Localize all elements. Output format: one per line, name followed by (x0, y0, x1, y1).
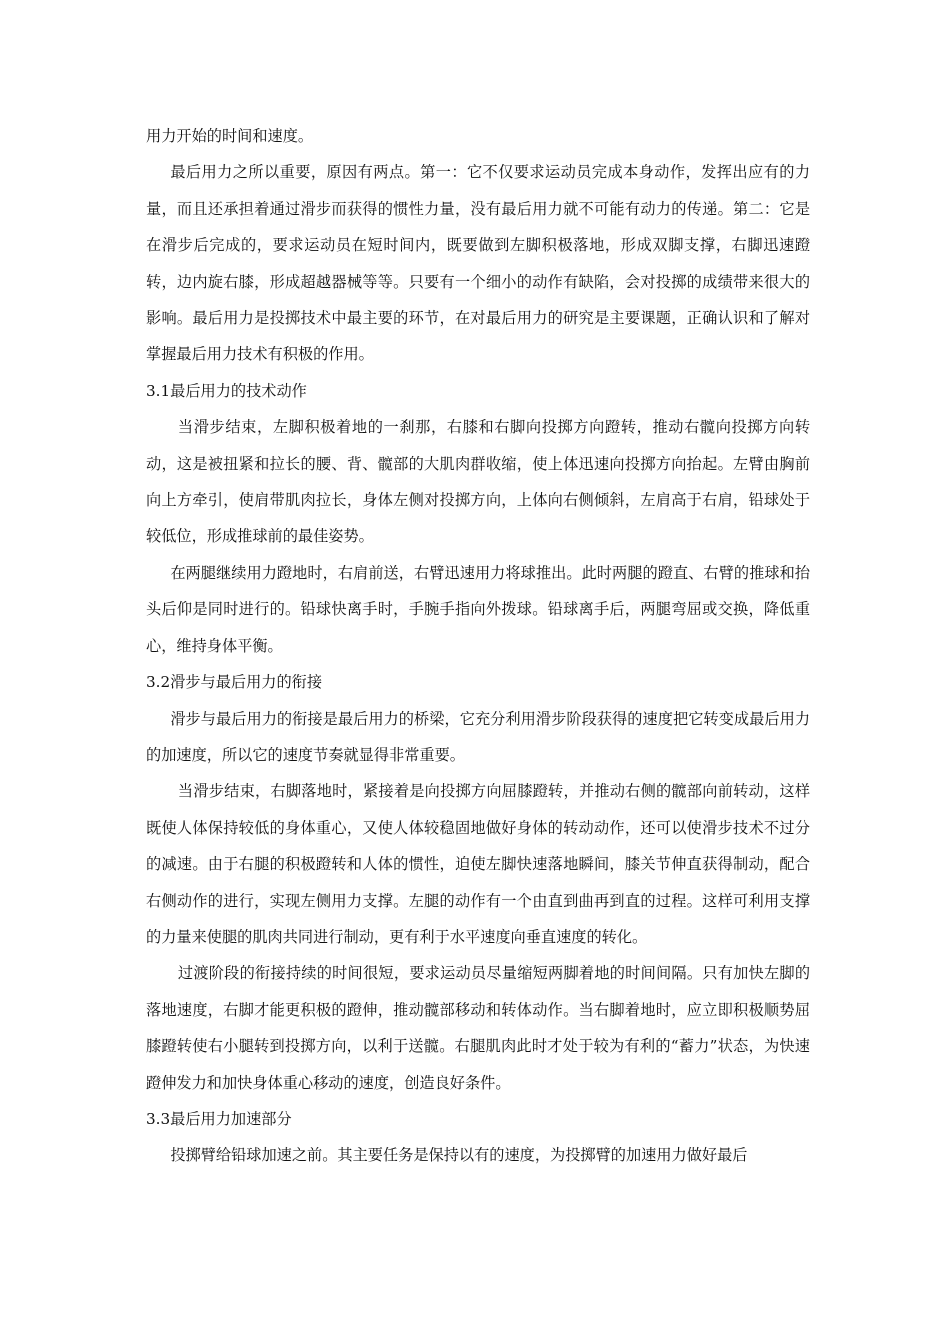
section-heading-3-2: 3.2滑步与最后用力的衔接 (146, 673, 323, 692)
paragraph-technique-action: 当滑步结束，左脚积极着地的一刹那，右膝和右脚向投掷方向蹬转，推动右髋向投掷方向转动，这是被扭紧和拉长的腰、背、髋部的大肌肉群收缩，使上体迅速向投掷方向抬起。左臂由胸前向上方牵引，使肩带肌肉拉长，身体左侧对投掷方向，上体向右侧倾斜，左肩高于右肩，铅球处于较低位，形成推球前的最佳姿势。 (146, 418, 810, 546)
paragraph-bridge: 滑步与最后用力的衔接是最后用力的桥梁，它充分利用滑步阶段获得的速度把它转变成最后用力的加速度，所以它的速度节奏就显得非常重要。 (146, 709, 810, 764)
paragraph-push-out: 在两腿继续用力蹬地时，右肩前送，右臂迅速用力将球推出。此时两腿的蹬直、右臂的推球和抬头后仰是同时进行的。铅球快离手时，手腕手指向外拨球。铅球离手后，两腿弯屈或交换，降低重心，维持身体平衡。 (146, 563, 810, 655)
document-body (146, 118, 810, 1174)
paragraph-continued: 用力开始的时间和速度。 (146, 127, 314, 145)
paragraph-importance: 最后用力之所以重要，原因有两点。第一：它不仅要求运动员完成本身动作，发挥出应有的力量，而且还承担着通过滑步而获得的惯性力量，没有最后用力就不可能有动力的传递。第二：它是在滑步后完成的，要求运动员在短时间内，既要做到左脚积极落地，形成双脚支撑，右脚迅速蹬转，边内旋右膝，形成超越器械等等。只要有一个细小的动作有缺陷，会对投掷的成绩带来很大的影响。最后用力是投掷技术中最主要的环节，在对最后用力的研究是主要课题，正确认识和了解对掌握最后用力技术有积极的作用。 (146, 163, 810, 364)
paragraph-acceleration: 投掷臂给铅球加速之前。其主要任务是保持以有的速度，为投掷臂的加速用力做好最后 (170, 1146, 748, 1165)
section-heading-3-3: 3.3最后用力加速部分 (146, 1109, 292, 1128)
paragraph-right-foot-landing: 当滑步结束，右脚落地时，紧接着是向投掷方向屈膝蹬转，并推动右侧的髋部向前转动，这样既使人体保持较低的身体重心，又使人体较稳固地做好身体的转动动作，还可以使滑步技术不过分的减速。由于右腿的积极蹬转和人体的惯性，迫使左脚快速落地瞬间，膝关节伸直获得制动，配合右侧动作的进行，实现左侧用力支撑。左腿的动作有一个由直到曲再到直的过程。这样可利用支撑的力量来使腿的肌肉共同进行制动，更有利于水平速度向垂直速度的转化。 (146, 782, 810, 946)
paragraph-transition: 过渡阶段的衔接持续的时间很短，要求运动员尽量缩短两脚着地的时间间隔。只有加快左脚的落地速度，右脚才能更积极的蹬伸，推动髋部移动和转体动作。当右脚着地时，应立即积极顺势屈膝蹬转使右小腿转到投掷方向，以利于送髋。右腿肌肉此时才处于较为有利的“蓄力”状态，为快速蹬伸发力和加快身体重心移动的速度，创造良好条件。 (146, 964, 810, 1092)
section-heading-3-1: 3.1最后用力的技术动作 (146, 381, 307, 400)
